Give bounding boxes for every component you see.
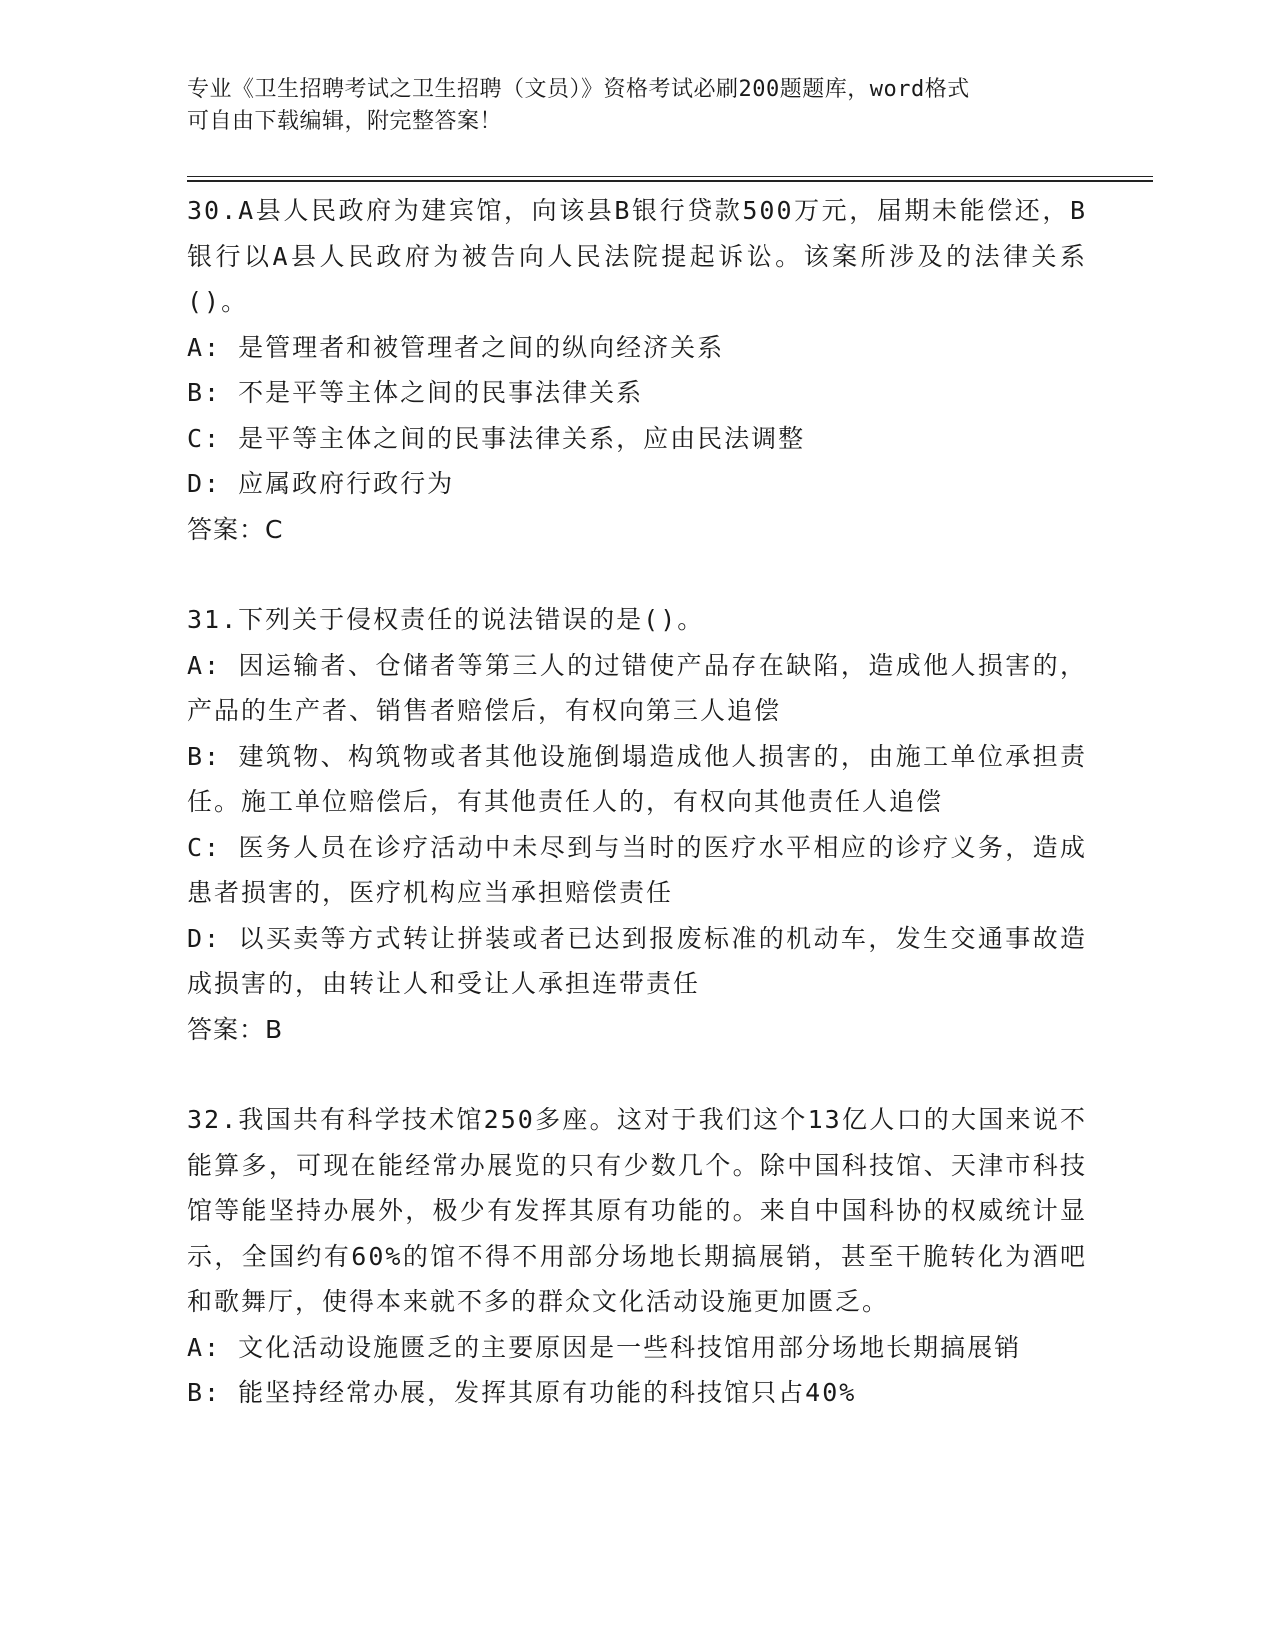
- question-32: [187, 1097, 1087, 1416]
- answer-label: 答案：C: [187, 514, 284, 544]
- option-a: A: 因运输者、仓储者等第三人的过错使产品存在缺陷，造成他人损害的，产品的生产者、销售者赔偿后，有权向第三人追偿: [187, 650, 1087, 725]
- option-c: C: 医务人员在诊疗活动中未尽到与当时的医疗水平相应的诊疗义务，造成患者损害的，医疗机构应当承担赔偿责任: [187, 832, 1087, 907]
- question-stem: 30.A县人民政府为建宾馆，向该县B银行贷款500万元，届期未能偿还，B银行以A县人民政府为被告向人民法院提起诉讼。该案所涉及的法律关系()。: [187, 196, 1087, 316]
- header-divider: [187, 176, 1153, 182]
- option-c: C: 是平等主体之间的民事法律关系，应由民法调整: [187, 423, 806, 453]
- header-line-2: 可自由下载编辑，附完整答案！: [187, 109, 503, 134]
- option-d: D: 应属政府行政行为: [187, 469, 455, 498]
- question-31: [187, 597, 1087, 1052]
- option-b: B: 建筑物、构筑物或者其他设施倒塌造成他人损害的，由施工单位承担责任。施工单位赔偿后，有其他责任人的，有权向其他责任人追偿: [187, 741, 1087, 816]
- option-a: A: 文化活动设施匮乏的主要原因是一些科技馆用部分场地长期搞展销: [187, 1332, 1022, 1362]
- question-stem: 32.我国共有科学技术馆250多座。这对于我们这个13亿人口的大国来说不能算多，可现在能经常办展览的只有少数几个。除中国科技馆、天津市科技馆等能坚持办展外，极少有发挥其原有功能的。来自中国科协的权威统计显示，全国约有60%的馆不得不用部分场地长期搞展销，甚至干脆转化为酒吧和歌舞厅，使得本来就不多的群众文化活动设施更加匮乏。: [187, 1105, 1087, 1316]
- option-b: B: 能坚持经常办展，发挥其原有功能的科技馆只占40%: [187, 1378, 857, 1407]
- header-line-1: 专业《卫生招聘考试之卫生招聘（文员）》资格考试必刷200题题库，word格式: [187, 77, 970, 102]
- option-a: A: 是管理者和被管理者之间的纵向经济关系: [187, 332, 725, 362]
- question-stem: 31.下列关于侵权责任的说法错误的是()。: [187, 605, 705, 634]
- option-b: B: 不是平等主体之间的民事法律关系: [187, 378, 644, 407]
- answer-label: 答案：B: [187, 1014, 284, 1044]
- page-header: [187, 74, 1087, 138]
- question-30: [187, 188, 1087, 552]
- question-list: [187, 188, 1087, 1416]
- option-d: D: 以买卖等方式转让拼装或者已达到报废标准的机动车，发生交通事故造成损害的，由转让人和受让人承担连带责任: [187, 923, 1087, 998]
